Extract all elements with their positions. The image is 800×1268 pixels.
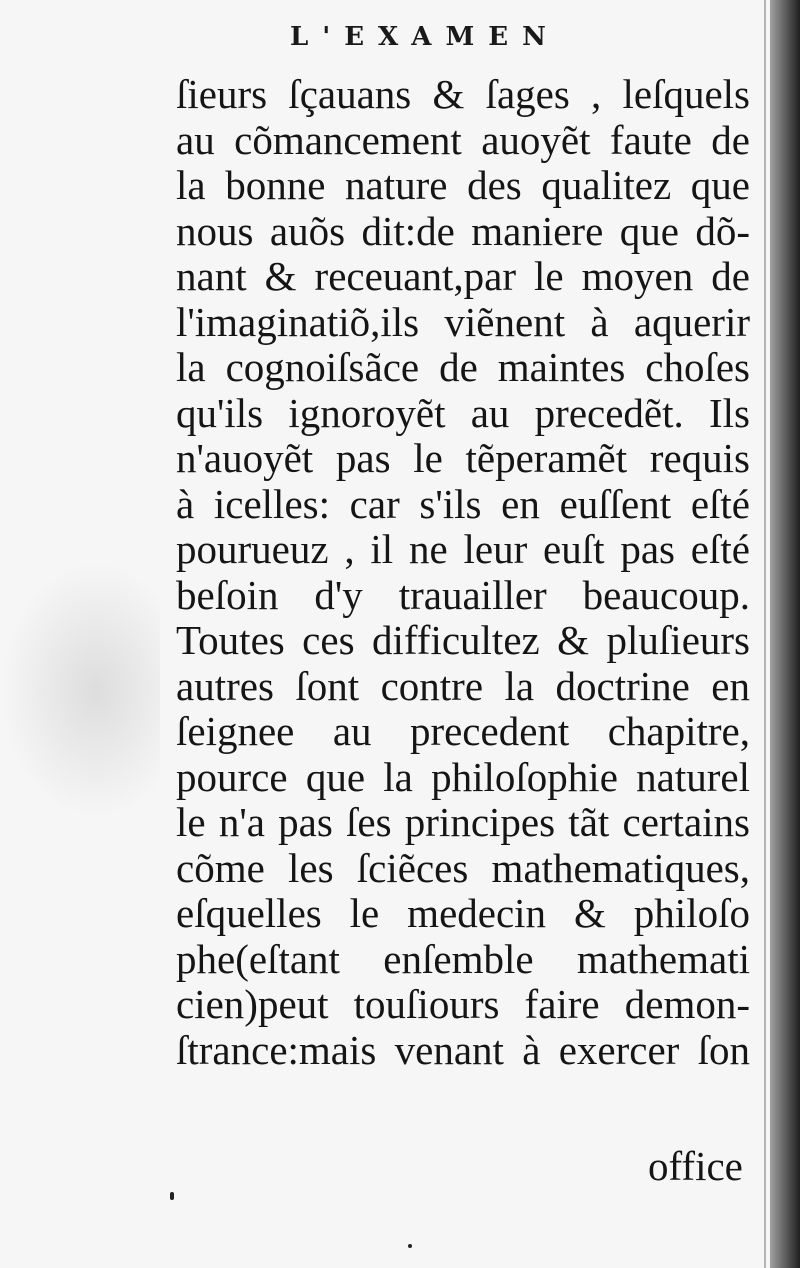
page-edge-line <box>764 0 766 1268</box>
text-line: à icelles: car s'ils en euſſent eſté <box>176 481 750 527</box>
text-line: la bonne nature des qualitez que <box>176 163 750 208</box>
text-line: cõme les ſciẽces mathematiques, <box>176 845 750 891</box>
text-line: n'auoyẽt pas le tẽperamẽt requis <box>176 436 750 481</box>
text-line: au cõmancement auoyẽt faute de <box>176 117 750 163</box>
text-line: pource que la philoſophie naturel <box>176 754 750 800</box>
body-text <box>176 72 750 1073</box>
text-line: cien)peut touſiours faire demon- <box>176 982 750 1027</box>
text-line: qu'ils ignoroyẽt au precedẽt. Ils <box>176 390 750 436</box>
ink-speck <box>170 1192 174 1200</box>
text-line: ſeignee au precedent chapitre, <box>176 709 750 754</box>
catchword: office <box>648 1143 743 1189</box>
bleed-through-shadow <box>0 560 160 820</box>
text-line: ſtrance:mais venant à exercer ſon <box>176 1027 750 1073</box>
text-line: phe(eſtant enſemble mathemati <box>176 936 750 982</box>
text-line: la cognoiſsãce de maintes choſes <box>176 345 750 390</box>
text-line: pourueuz , il ne leur euſt pas eſté <box>176 527 750 572</box>
binding-spine <box>770 0 800 1268</box>
text-line: eſquelles le medecin & philoſo <box>176 891 750 936</box>
text-line: nant & receuant,par le moyen de <box>176 254 750 299</box>
text-line: beſoin d'y trauailler beaucoup. <box>176 572 750 618</box>
text-line: le n'a pas ſes principes tãt certains <box>176 800 750 845</box>
text-line: autres ſont contre la doctrine en <box>176 663 750 709</box>
text-line: nous auõs dit:de maniere que dõ- <box>176 208 750 254</box>
text-line: ſieurs ſçauans & ſages , leſquels <box>176 72 750 117</box>
ink-speck <box>408 1244 412 1248</box>
running-head: L'EXAMEN <box>290 22 560 52</box>
text-line: l'imaginatiõ,ils viẽnent à aquerir <box>176 299 750 345</box>
text-line: Toutes ces difficultez & pluſieurs <box>176 618 750 663</box>
